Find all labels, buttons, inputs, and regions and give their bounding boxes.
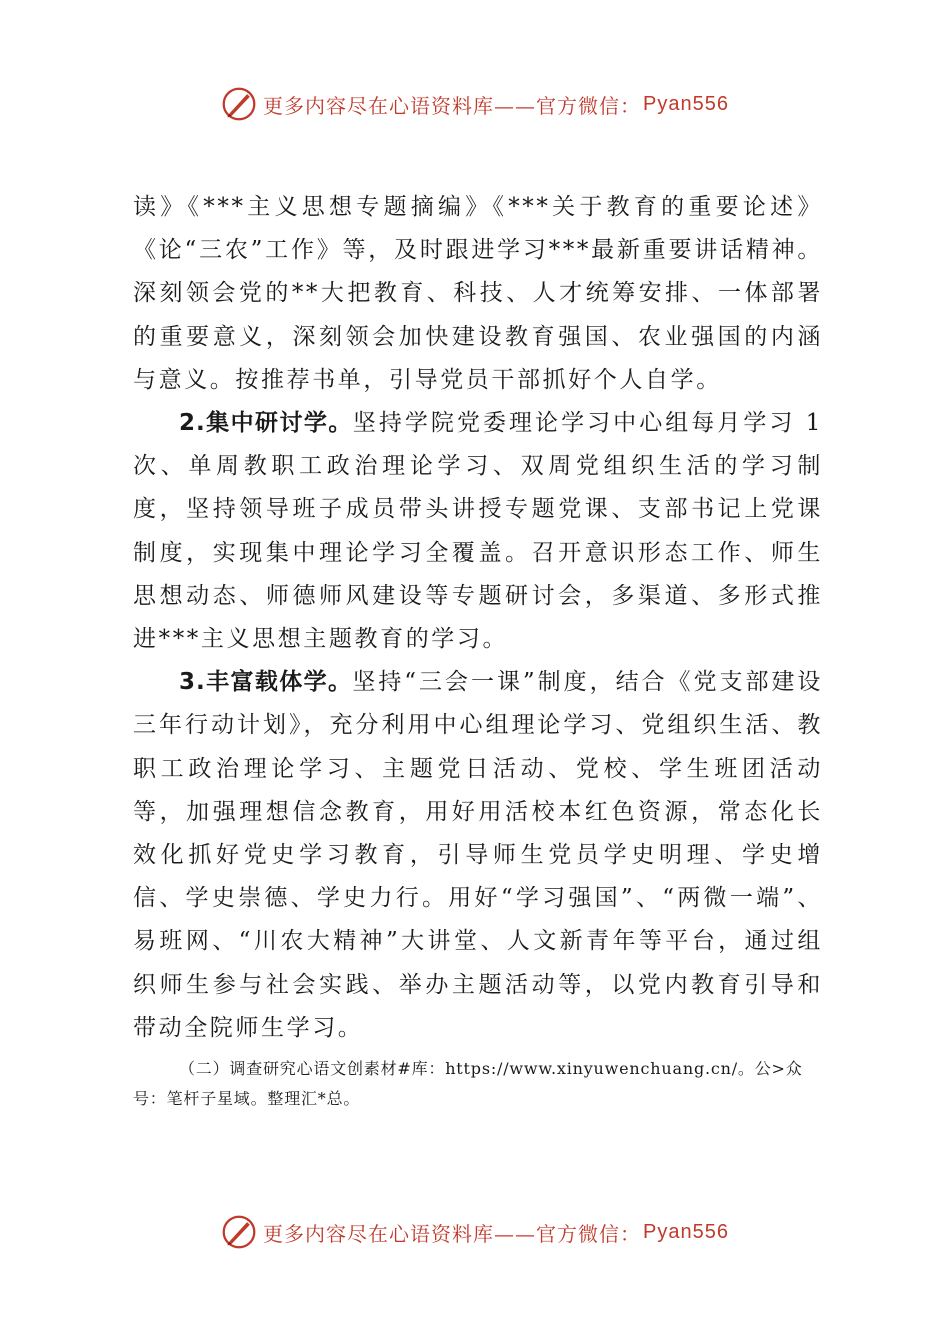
paragraph-heading: 3.丰富载体学。: [179, 669, 353, 696]
banner-wechat-handle: Pyan556: [643, 1220, 729, 1243]
quill-pen-logo-icon: [221, 86, 257, 122]
paragraph-rich-carriers: [133, 661, 823, 1050]
header-watermark-banner: [0, 84, 950, 124]
paragraph-text: 坚持学院党委理论学习中心组每月学习 1 次、单周教职工政治理论学习、双周党组织生活的学习制度，坚持领导班子成员带头讲授专题党课、支部书记上党课制度，实现集中理论学习全覆盖。召开意识形态工作、师生思想动态、师德师风建设等专题研讨会，多渠道、多形式推进***主义思想主题教育的学习。: [133, 410, 823, 653]
paragraph-heading: 2.集中研讨学。: [179, 410, 353, 437]
footer-watermark-banner: [0, 1212, 950, 1252]
banner-wechat-handle: Pyan556: [643, 92, 729, 115]
paragraph-collective-study: [133, 402, 823, 661]
quill-pen-logo-icon: [221, 1214, 257, 1250]
banner-text: 更多内容尽在心语资料库——官方微信：: [263, 93, 642, 118]
banner-text: 更多内容尽在心语资料库——官方微信：: [263, 1221, 642, 1246]
document-body: [133, 186, 823, 1114]
paragraph-self-study: 读》《***主义思想专题摘编》《***关于教育的重要论述》《论“三农”工作》等，及时跟进学习***最新重要讲话精神。深刻领会党的**大把教育、科技、人才统筹安排、一体部署的重要意义，深刻领会加快建设教育强国、农业强国的内涵与意义。按推荐书单，引导党员干部抓好个人自学。: [133, 194, 823, 393]
paragraph-text: 坚持“三会一课”制度，结合《党支部建设三年行动计划》，充分利用中心组理论学习、党组织生活、教职工政治理论学习、主题党日活动、党校、学生班团活动等，加强理想信念教育，用好用活校本红色资源，常态化长效化抓好党史学习教育，引导师生党员学史明理、学史增信、学史崇德、学史力行。用好“学习强国”、“两微一端”、易班网、“川农大精神”大讲堂、人文新青年等平台，通过组织师生参与社会实践、举办主题活动等，以党内教育引导和带动全院师生学习。: [133, 669, 823, 1041]
source-note: （二）调查研究心语文创素材#库：https://www.xinyuwenchuang.cn/。公>众号：笔杆子星域。整理汇*总。: [133, 1059, 803, 1109]
